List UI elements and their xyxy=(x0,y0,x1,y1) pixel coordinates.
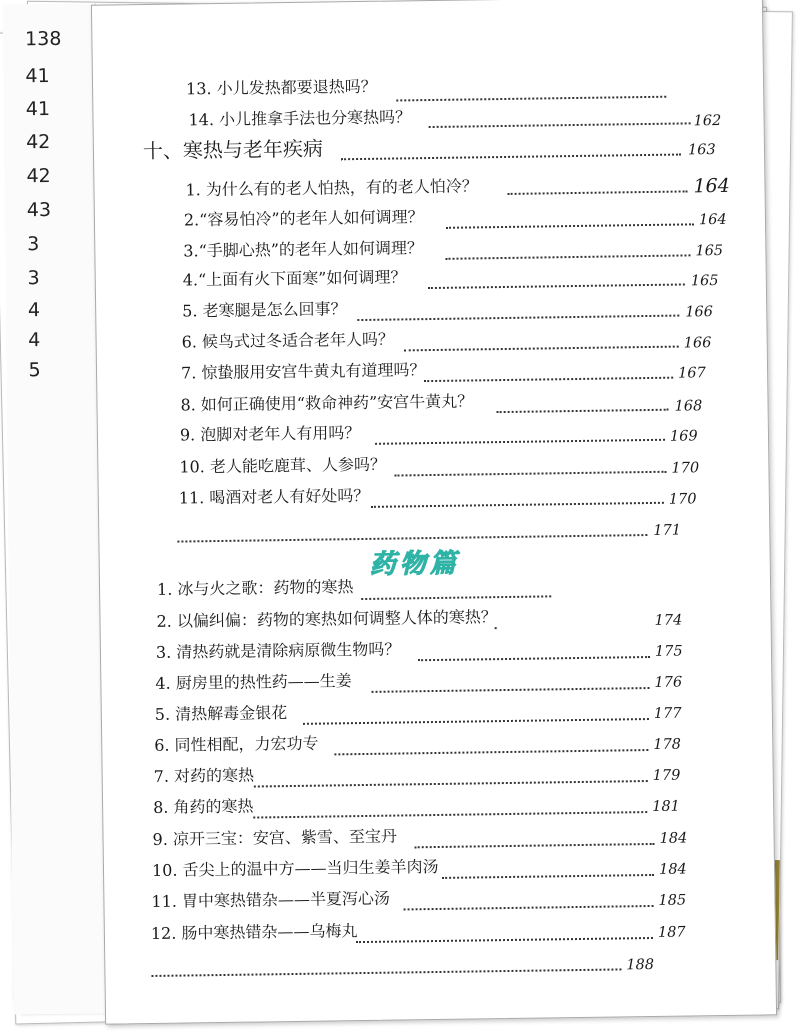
toc-leader-dots xyxy=(404,346,679,352)
toc-leader-dots xyxy=(404,905,654,910)
toc-entry-title: 1. 冰与火之歌：药物的寒热 xyxy=(156,577,354,599)
toc-entry-title: 12. 肠中寒热错杂——乌梅丸 xyxy=(150,921,358,943)
left-page-number: 3 xyxy=(27,267,40,290)
left-page-number: 41 xyxy=(25,65,50,88)
toc-entry-title: 1. 为什么有的老人怕热，有的老人怕冷？ xyxy=(185,176,478,200)
toc-leader-dots xyxy=(429,122,691,128)
toc-leader-dots xyxy=(303,718,649,725)
toc-entry-title: 14. 小儿推拿手法也分寒热吗？ xyxy=(188,107,412,130)
toc-page-number: 163 xyxy=(687,142,716,159)
toc-leader-dots xyxy=(415,843,655,848)
toc-leader-dots xyxy=(375,439,665,445)
toc-chapter-title: 十、寒热与老年疾病 xyxy=(142,136,324,164)
toc-page-number: 187 xyxy=(657,924,686,941)
toc-page-number: 170 xyxy=(671,460,700,477)
toc-page-number: 174 xyxy=(654,612,683,629)
toc-entry-title: 8. 如何正确使用“救命神药”安宫牛黄丸？ xyxy=(180,391,474,415)
toc-leader-dots xyxy=(254,780,648,788)
toc-page-number: 170 xyxy=(668,491,697,508)
toc-entry xyxy=(181,355,736,393)
toc-page xyxy=(91,0,777,1025)
toc-leader-dots xyxy=(418,656,650,661)
toc-leader-dots xyxy=(428,283,685,289)
left-page-number: 4 xyxy=(27,299,41,322)
toc-page-number: 178 xyxy=(653,736,682,753)
toc-leader-dots xyxy=(151,968,621,977)
toc-entry xyxy=(151,883,706,921)
toc-page-number: 177 xyxy=(653,705,682,722)
toc-page-number: 167 xyxy=(678,365,706,382)
toc-entry xyxy=(153,789,698,827)
toc-leader-dots xyxy=(442,874,654,879)
toc-leader-dots xyxy=(361,595,551,600)
toc-page-number: 166 xyxy=(683,335,712,352)
toc-page-number: 169 xyxy=(669,428,698,445)
toc-entry xyxy=(151,915,706,953)
toc-page-number: 184 xyxy=(659,830,688,847)
toc-entry-title: 4.“上面有火下面寒”如何调理？ xyxy=(182,267,407,290)
toc-entry-title: 2. 以偏纠偏：药物的寒热如何调整人体的寒热？ xyxy=(156,607,497,631)
toc-page-number: 175 xyxy=(654,643,683,660)
toc-leader-dots xyxy=(356,937,653,943)
toc-entry xyxy=(179,480,734,518)
toc-entry-title: 3. 清热药就是清除病原微生物吗？ xyxy=(155,639,401,662)
toc-page-number: 166 xyxy=(685,304,714,321)
toc-page-number: 171 xyxy=(653,522,682,539)
toc-entry-title: 11. 喝酒对老人有好处吗？ xyxy=(178,485,370,508)
toc-page-number: 179 xyxy=(652,767,681,784)
left-page-number: 43 xyxy=(26,199,52,222)
toc-entry-title: 8. 角药的寒热 xyxy=(152,796,254,817)
toc-page-number: 184 xyxy=(658,861,687,878)
toc-entry-title: 5. 老寒腿是怎么回事？ xyxy=(182,299,347,321)
toc-entry xyxy=(151,948,671,985)
left-page-number: 41 xyxy=(25,98,51,121)
toc-leader-dots xyxy=(371,502,664,508)
toc-leader-dots xyxy=(424,377,673,382)
left-page-number: 42 xyxy=(26,165,51,188)
left-page-number: 5 xyxy=(28,359,41,382)
toc-leader-dots xyxy=(334,749,648,755)
toc-entry-title: 7. 惊蛰服用安宫牛黄丸有道理吗？ xyxy=(180,360,426,383)
toc-leader-dots xyxy=(372,687,650,693)
toc-entry xyxy=(157,573,557,609)
toc-leader-dots xyxy=(395,471,667,477)
toc-page-number: 188 xyxy=(626,956,655,974)
toc-entry-title: 5. 清热解毒金银花 xyxy=(154,703,288,724)
toc-entry-title: 13. 小儿发热都要退热吗？ xyxy=(185,76,377,99)
toc-entry-title: 2.“容易怕冷”的老年人如何调理？ xyxy=(183,207,424,230)
toc-entry-title: 4. 厨房里的热性药——生姜 xyxy=(155,671,352,693)
toc-leader-dots xyxy=(446,223,694,228)
toc-page-number: 181 xyxy=(652,798,680,815)
toc-leader-dots xyxy=(253,811,647,819)
toc-leader-dots xyxy=(445,254,690,259)
toc-entry-title: 6. 候鸟式过冬适合老年人吗？ xyxy=(181,329,395,352)
toc-leader-dots xyxy=(495,627,497,629)
toc-page-number: 164 xyxy=(698,211,727,229)
toc-page-number: 185 xyxy=(658,892,687,909)
toc-leader-dots xyxy=(357,315,679,321)
toc-page-number: 162 xyxy=(693,112,722,130)
toc-entry-title: 9. 泡脚对老年人有用吗？ xyxy=(179,423,361,445)
toc-entry xyxy=(180,417,735,455)
toc-entry-title: 10. 舌尖上的温中方——当归生姜羊肉汤 xyxy=(151,856,439,880)
left-page-number: 4 xyxy=(28,329,41,352)
toc-entry-title: 3.“手脚心热”的老年人如何调理？ xyxy=(183,238,424,261)
toc-page-number: 165 xyxy=(690,273,719,290)
toc-entry-title: 10. 老人能吃鹿茸、人参吗？ xyxy=(179,454,387,477)
toc-entry-title: 7. 对药的寒热 xyxy=(153,765,255,786)
left-page xyxy=(3,4,107,1015)
toc-page-number: 176 xyxy=(654,674,683,691)
toc-page-number: 164 xyxy=(693,174,730,198)
toc-leader-dots xyxy=(497,409,669,413)
toc-entry-title: 6. 同性相配，力宏功专 xyxy=(154,733,319,755)
left-page-number: 3 xyxy=(27,233,40,256)
left-page-number: 42 xyxy=(26,131,51,154)
toc-leader-dots xyxy=(177,534,647,543)
toc-entry-title: 11. 胃中寒热错杂——半夏泻心汤 xyxy=(151,888,391,911)
left-page-number: 138 xyxy=(24,27,62,51)
toc-entry-title: 9. 凉开三宝：安宫、紫雪、至宝丹 xyxy=(152,826,398,849)
toc-page-number: 165 xyxy=(695,242,724,260)
toc-page-number: 168 xyxy=(674,398,703,415)
toc-leader-dots xyxy=(341,154,681,161)
toc-leader-dots xyxy=(508,190,688,195)
section-title: 药物篇 xyxy=(369,548,460,580)
toc-leader-dots xyxy=(396,96,666,102)
